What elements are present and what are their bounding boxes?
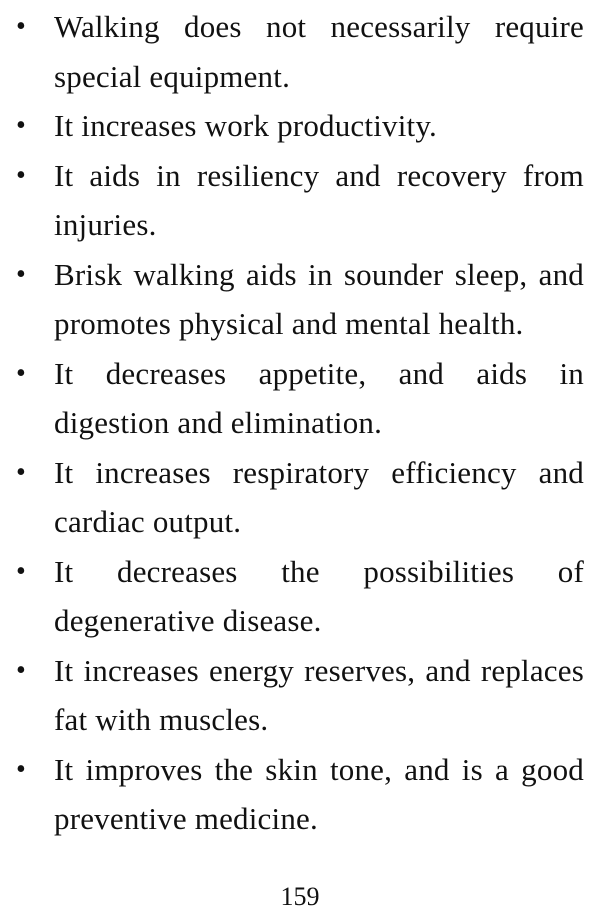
bullet-icon: •: [16, 456, 27, 488]
list-item: [12, 547, 584, 646]
list-item-text: It decreases the possibilities of degenerative disease.: [54, 553, 584, 638]
list-item: [12, 151, 584, 250]
list-item-text: It increases energy reserves, and replaces fat with muscles.: [54, 652, 584, 737]
bullet-icon: •: [16, 357, 27, 389]
bullet-icon: •: [16, 159, 27, 191]
bullet-icon: •: [16, 555, 27, 587]
list-item: [12, 745, 584, 844]
list-item-text: It improves the skin tone, and is a good preventive medicine.: [54, 751, 584, 836]
list-item-text: It increases respiratory efficiency and cardiac output.: [54, 454, 584, 539]
list-item: [12, 448, 584, 547]
bullet-icon: •: [16, 110, 27, 141]
bullet-icon: •: [16, 11, 27, 42]
list-item: [12, 101, 584, 151]
list-item-text: Brisk walking aids in sounder sleep, and promotes physical and mental health.: [54, 256, 584, 341]
page-number: 159: [280, 882, 320, 911]
list-item-text: It decreases appetite, and aids in digestion and elimination.: [54, 355, 584, 440]
list-item-text: It increases work productivity.: [54, 108, 437, 143]
bullet-icon: •: [16, 654, 27, 686]
list-item-text: It aids in resiliency and recovery from injuries.: [54, 157, 584, 242]
bullet-icon: •: [16, 258, 27, 290]
list-item: [12, 250, 584, 349]
list-item: [12, 2, 584, 101]
list-item-text: Walking does not necessarily require special equipment.: [54, 9, 584, 94]
benefits-bullet-list: [12, 2, 584, 844]
list-item: [12, 646, 584, 745]
bullet-icon: •: [16, 753, 27, 785]
list-item: [12, 349, 584, 448]
